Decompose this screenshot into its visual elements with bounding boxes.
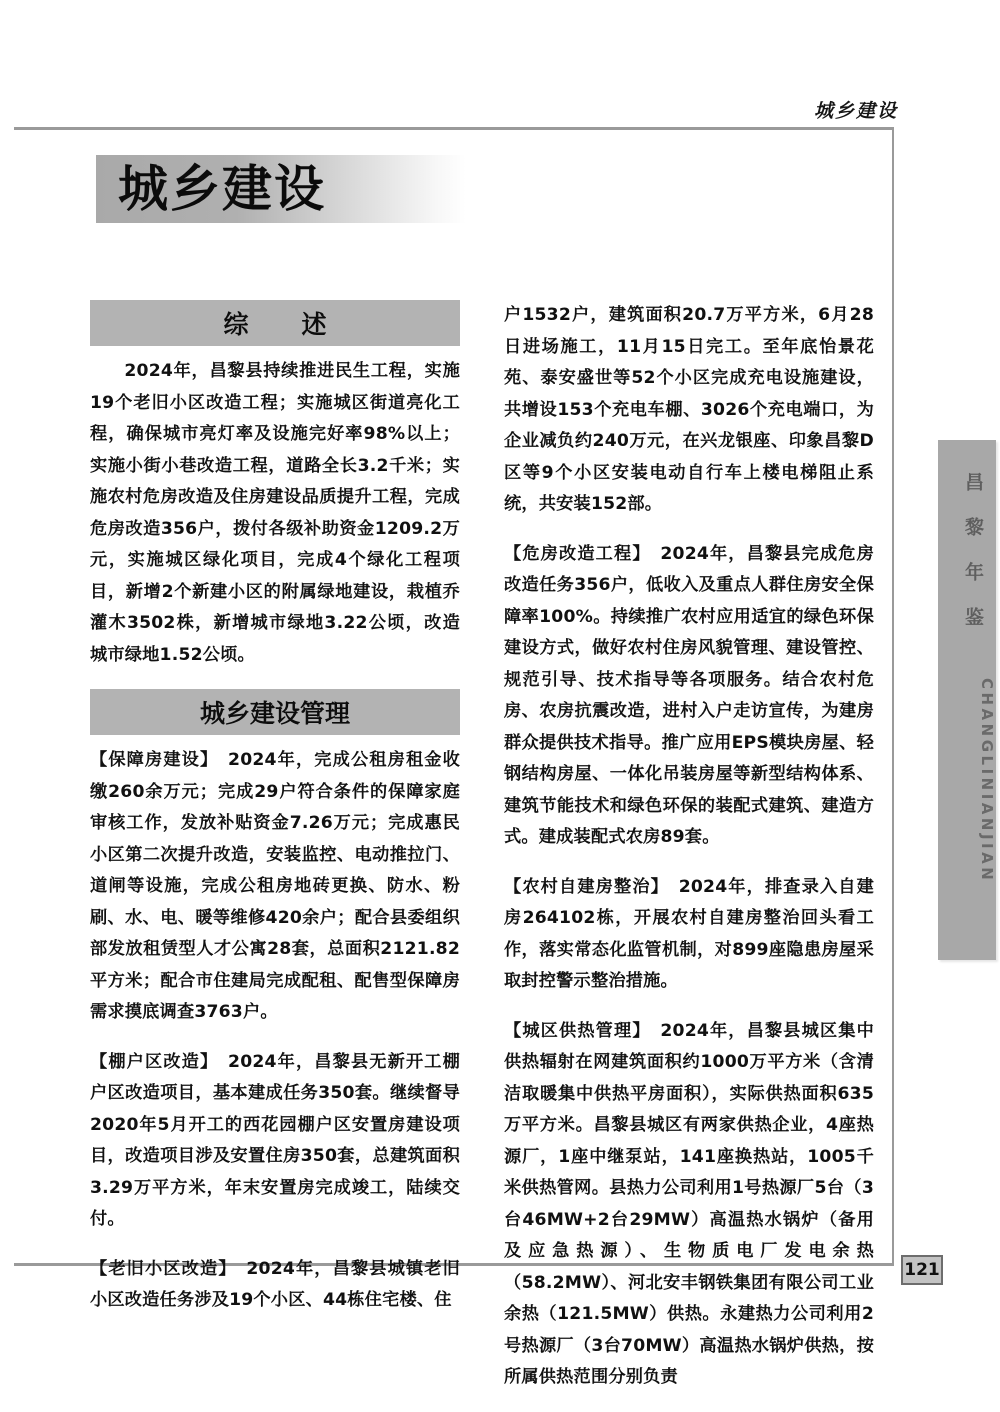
paragraph-dilapidated-housing-project: 【危房改造工程】 2024年，昌黎县完成危房改造任务356户，低收入及重点人群住房安全保障率100%。持续推广农村应用适宜的绿色环保建设方式，做好农村住房风貌管理、建设管控、规范引导、技术指导等各项服务。结合农村危房、农房抗震改造，进村入户走访宣传，为建房群众提供技术指导。推广应用EPS模块房屋、轻钢结构房屋、一体化吊装房屋等新型结构体系、建筑节能技术和绿色环保的装配式建筑、建造方式。建成装配式农房89套。 <box>504 543 874 847</box>
chapter-title: 城乡建设 <box>118 160 326 218</box>
section-header-urban-rural-management <box>90 689 460 735</box>
section-header-urban-rural-management-label: 城乡建设管理 <box>199 699 350 728</box>
section-header-overview-label: 综 述 <box>223 310 341 339</box>
side-tab-english-label: CHANGLINIANJIAN <box>978 678 996 884</box>
left-text-column <box>90 300 460 1335</box>
side-tab-chinese-label: 昌黎年鉴 <box>962 472 984 652</box>
running-head: 城乡建设 <box>813 100 898 122</box>
paragraph-overview: 2024年，昌黎县持续推进民生工程，实施19个老旧小区改造工程；实施城区街道亮化工程，确保城市亮灯率及设施完好率98%以上；实施小街小巷改造工程，道路全长3.2千米；实施农村危房改造及住房建设品质提升工程，完成危房改造356户，拨付各级补助资金1209.2万元，实施城区绿化项目，完成4个绿化工程项目，新增2个新建小区的附属绿地建设，栽植乔灌木3502株，新增城市绿地3.22公顷，改造城市绿地1.52公顷。 <box>90 361 460 665</box>
paragraph-affordable-housing: 【保障房建设】 2024年，完成公租房租金收缴260余万元；完成29户符合条件的保障家庭审核工作，发放补贴资金7.26万元；完成惠民小区第二次提升改造，安装监控、电动推拉门、道闸等设施，完成公租房地砖更换、防水、粉刷、水、电、暖等维修420余户；配合县委组织部发放租赁型人才公寓28套，总面积2121.82平方米；配合市住建局完成配租、配售型保障房需求摸底调查3763户。 <box>90 750 460 1022</box>
section-header-overview <box>90 300 460 346</box>
paragraph-charging-facilities-continued: 户1532户，建筑面积20.7万平方米，6月28日进场施工，11月15日完工。至年底怡景花苑、泰安盛世等52个小区完成充电设施建设，共增设153个充电车棚、3026个充电端口，为企业减负约240万元，在兴龙银座、印象昌黎D区等9个小区安装电动自行车上楼电梯阻止系统，共安装152部。 <box>504 305 874 514</box>
side-tab <box>938 440 996 960</box>
paragraph-old-residential-renovation: 【老旧小区改造】 2024年，昌黎县城镇老旧小区改造任务涉及19个小区、44栋住宅楼、住 <box>90 1258 460 1310</box>
paragraph-shantytown-renovation: 【棚户区改造】 2024年，昌黎县无新开工棚户区改造项目，基本建成任务350套。继续督导2020年5月开工的西花园棚户区安置房建设项目，改造项目涉及安置住房350套，总建筑面积3.29万平方米，年末安置房完成竣工，陆续交付。 <box>90 1051 460 1229</box>
page-number: 121 <box>901 1255 943 1285</box>
paragraph-urban-heating-management: 【城区供热管理】 2024年，昌黎县城区集中供热辐射在网建筑面积约1000万平方米（含清洁取暖集中供热平房面积），实际供热面积635万平方米。昌黎县城区有两家供热企业，4座热源厂，1座中继泵站，141座换热站，1005千米供热管网。县热力公司利用1号热源厂5台（3台46MW+2台29MW）高温热水锅炉（备用及应急热源）、生物质电厂发电余热（58.2MW）、河北安丰钢铁集团有限公司工业余热（121.5MW）供热。永建热力公司利用2号热源厂（3台70MW）高温热水锅炉供热，按所属供热范围分别负责 <box>504 1020 874 1387</box>
right-text-column <box>504 300 874 1412</box>
chapter-banner <box>96 155 466 223</box>
paragraph-rural-self-built-housing: 【农村自建房整治】 2024年，排查录入自建房264102栋，开展农村自建房整治回头看工作，落实常态化监管机制，对899座隐患房屋采取封控警示整治措施。 <box>504 876 874 991</box>
